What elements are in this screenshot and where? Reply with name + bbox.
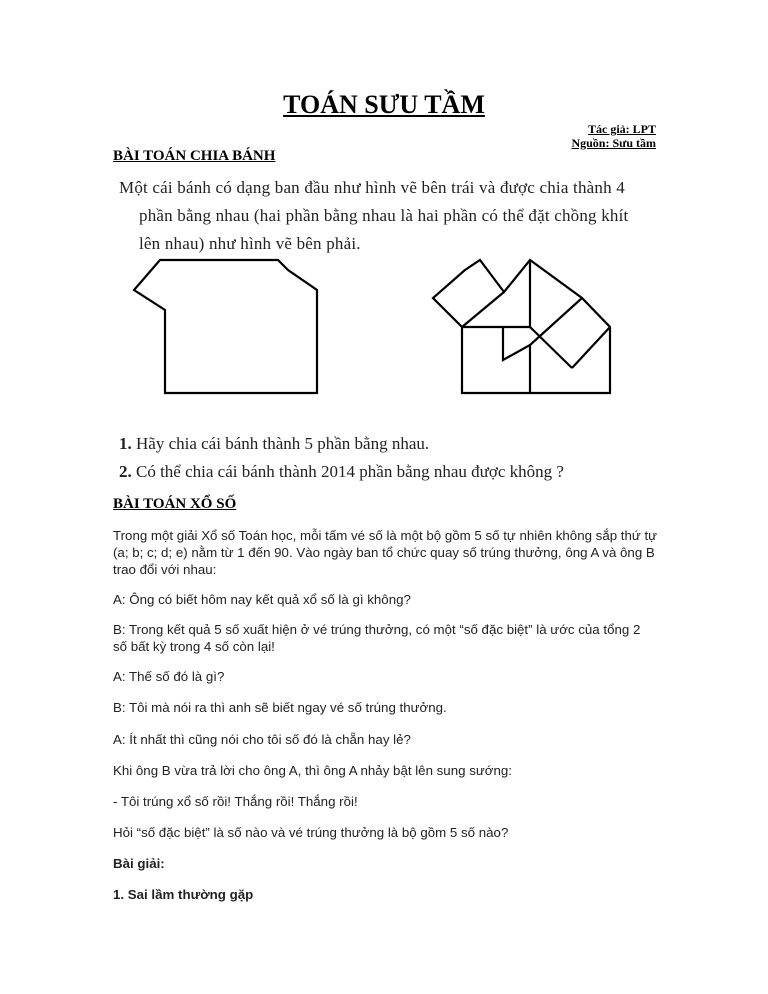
dialogue-line: - Tôi trúng xổ số rồi! Thắng rồi! Thắng rồi! — [113, 794, 358, 809]
divider-line — [530, 298, 582, 393]
divider-line — [503, 327, 530, 360]
cake-figure — [120, 250, 620, 410]
lottery-problem-heading: BÀI TOÁN XỔ SỐ — [113, 496, 237, 512]
author-info — [571, 122, 656, 150]
question-1 — [119, 430, 679, 458]
intro-line: lên nhau) như hình vẽ bên phải. — [139, 234, 361, 253]
narration-line: Khi ông B vừa trả lời cho ông A, thì ông A nhảy bật lên sung sướng: — [113, 763, 512, 778]
dialogue-line: A: Ít nhất thì cũng nói cho tôi số đó là chẵn hay lẻ? — [113, 732, 411, 747]
cake-problem-statement — [119, 174, 659, 258]
intro-line: phần bằng nhau (hai phần bằng nhau là hai phần có thể đặt chồng khít — [139, 206, 629, 225]
question-text: Hãy chia cái bánh thành 5 phần bằng nhau. — [136, 434, 430, 453]
cake-questions — [119, 430, 679, 486]
author-line: Tác giả: LPT — [588, 122, 656, 136]
question-number: 1. — [119, 434, 132, 453]
question-line: Hỏi “số đặc biệt” là số nào và vé trúng thưởng là bộ gồm 5 số nào? — [113, 825, 509, 840]
intro-line: Một cái bánh có dạng ban đầu như hình vẽ bên trái và được chia thành 4 — [119, 178, 625, 197]
cake-problem-heading: BÀI TOÁN CHIA BÁNH — [113, 148, 276, 164]
divider-line — [462, 292, 504, 327]
document-title: TOÁN SƯU TẦM — [283, 90, 485, 119]
divider-line — [572, 327, 610, 368]
question-number: 2. — [119, 462, 132, 481]
dialogue-line: A: Thế số đó là gì? — [113, 669, 225, 684]
solution-step-heading: 1. Sai lầm thường gặp — [113, 887, 254, 902]
dialogue-line: B: Tôi mà nói ra thì anh sẽ biết ngay vé số trúng thưởng. — [113, 700, 447, 715]
question-text: Có thể chia cái bánh thành 2014 phần bằng nhau được không ? — [136, 462, 564, 481]
original-cake-shape — [134, 260, 317, 393]
solution-label: Bài giải: — [113, 856, 165, 871]
dialogue-line: A: Ông có biết hôm nay kết quả xổ số là gì không? — [113, 592, 411, 607]
divider-line — [530, 327, 572, 368]
divider-line — [462, 260, 530, 327]
lottery-paragraph: Trong một giải Xổ số Toán học, mỗi tấm vé số là một bộ gồm 5 số tự nhiên không sắp thứ tự (a; b; c; d; e) nằm từ 1 đến 90. Vào ngày ban tổ chức quay số trúng thưởng, ông A và ông B trao đổi với nhau: — [113, 528, 658, 577]
dialogue-line: B: Trong kết quả 5 số xuất hiện ở vé trúng thưởng, có một “số đặc biệt” là ước của tổng 2 số bất kỳ trong 4 số còn lại! — [113, 622, 641, 654]
source-line: Nguồn: Sưu tầm — [571, 136, 656, 150]
question-2 — [119, 458, 679, 486]
